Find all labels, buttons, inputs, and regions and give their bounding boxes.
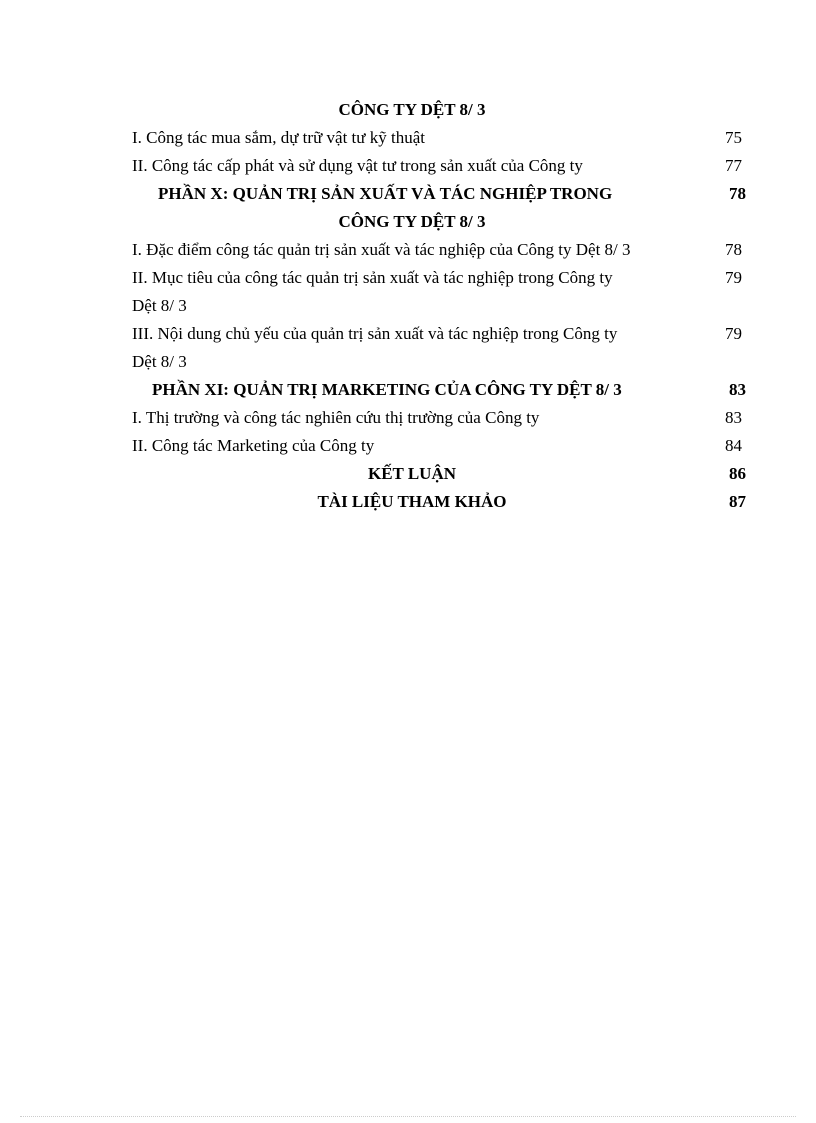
toc-entry-text: Dệt 8/ 3 xyxy=(132,352,187,371)
toc-page-number: 75 xyxy=(725,128,742,147)
toc-heading-text: TÀI LIỆU THAM KHẢO xyxy=(317,492,507,511)
toc-heading-text: CÔNG TY DỆT 8/ 3 xyxy=(338,100,486,119)
toc-heading xyxy=(132,378,746,402)
toc-page-number: 77 xyxy=(725,156,742,175)
toc-heading-text: PHẦN XI: QUẢN TRỊ MARKETING CỦA CÔNG TY DỆT 8/ 3 xyxy=(152,380,622,399)
toc-entry-text: I. Đặc điểm công tác quản trị sản xuất và tác nghiệp của Công ty Dệt 8/ 3 xyxy=(132,240,631,259)
toc-heading xyxy=(132,490,746,514)
toc-entry-text: III. Nội dung chủ yếu của quản trị sản xuất và tác nghiệp trong Công ty xyxy=(132,324,618,343)
toc-page-number: 83 xyxy=(725,408,742,427)
toc-entry-continuation xyxy=(132,350,746,374)
toc-entry-text: I. Thị trường và công tác nghiên cứu thị trường của Công ty xyxy=(132,408,540,427)
toc-entry xyxy=(132,126,746,150)
toc-entry xyxy=(132,266,746,290)
toc-entry-text: II. Công tác Marketing của Công ty xyxy=(132,436,375,455)
toc-entry-text: II. Công tác cấp phát và sử dụng vật tư trong sản xuất của Công ty xyxy=(132,156,583,175)
toc-entry-text: Dệt 8/ 3 xyxy=(132,296,187,315)
toc-page-number: 83 xyxy=(729,380,746,399)
toc-heading xyxy=(132,462,746,486)
toc-heading xyxy=(132,182,746,206)
toc-entry xyxy=(132,238,746,262)
toc-heading xyxy=(132,98,746,122)
toc-heading-text: CÔNG TY DỆT 8/ 3 xyxy=(338,212,486,231)
toc-entry-text: I. Công tác mua sắm, dự trữ vật tư kỹ thuật xyxy=(132,128,425,147)
toc-page-number: 78 xyxy=(725,240,742,259)
toc-entry xyxy=(132,434,746,458)
toc-page-number: 79 xyxy=(725,268,742,287)
page-bottom-divider xyxy=(20,1116,796,1117)
toc-heading-text: KẾT LUẬN xyxy=(367,464,456,483)
toc-heading-text: PHẦN X: QUẢN TRỊ SẢN XUẤT VÀ TÁC NGHIỆP TRONG xyxy=(158,184,613,203)
toc-page-number: 84 xyxy=(725,436,742,455)
toc-entry-continuation xyxy=(132,294,746,318)
toc-entry xyxy=(132,322,746,346)
toc-heading xyxy=(132,210,746,234)
toc-entry xyxy=(132,154,746,178)
toc-page-number: 86 xyxy=(729,464,746,483)
toc-entry xyxy=(132,406,746,430)
toc-page-number: 78 xyxy=(729,184,746,203)
toc-page-number: 87 xyxy=(729,492,746,511)
toc-page-number: 79 xyxy=(725,324,742,343)
toc-entry-text: II. Mục tiêu của công tác quản trị sản xuất và tác nghiệp trong Công ty xyxy=(132,268,613,287)
